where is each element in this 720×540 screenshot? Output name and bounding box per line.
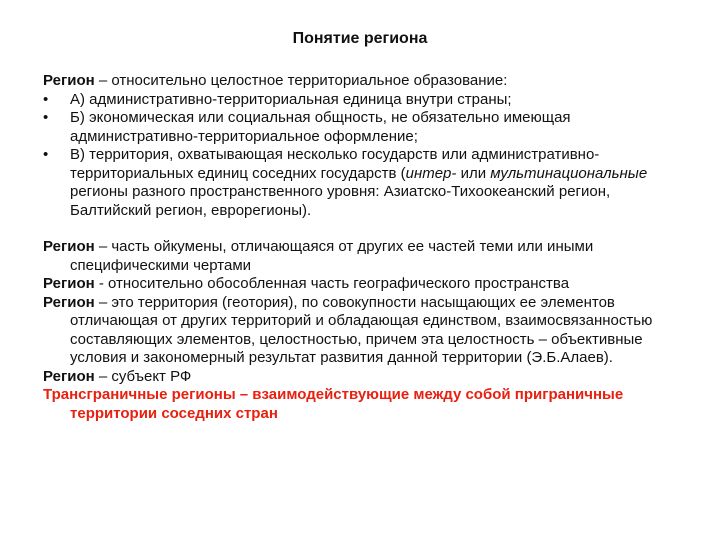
term-label: Регион [43, 238, 95, 255]
intro-definition [43, 72, 693, 91]
term-label: Регион [43, 293, 95, 311]
bullet-icon: • [43, 146, 49, 163]
list-item [43, 91, 693, 110]
bullet-list [43, 91, 693, 221]
bullet-icon: • [43, 90, 49, 108]
page-title: Понятие региона [292, 30, 428, 47]
definition-text: - относительно обособленная часть географического пространства [94, 275, 570, 292]
bullet-text-mid: или [456, 164, 491, 182]
italic-term: мультинациональные [490, 164, 648, 182]
bullet-text-after: регионы разного пространственного уровня: Азиатско-Тихоокеанский регион, Балтийский регион, еврорегионы). [70, 183, 611, 219]
bullet-text-before: В) территория, охватывающая несколько государств или административно-территориальных единиц соседних государств ( [70, 146, 600, 182]
definition-paragraph [43, 238, 693, 275]
definition-paragraph [43, 294, 693, 368]
content-body [43, 72, 693, 423]
cross-border-definition: Трансграничные регионы – взаимодействующие между собой приграничные территории соседних стран [43, 386, 624, 422]
list-item [43, 146, 693, 220]
spacer [43, 220, 693, 238]
definition-text: – субъект РФ [94, 367, 192, 385]
definition-text: – это территория (геотория), по совокупности насыщающих ее элементов отличающая от других территорий и обладающая единством, взаимосвязанностью составляющих элементов, целостностью, причем эта целостность – объективные условия и закономерный результат развития данной территории (Э.Б.Алаев). [70, 293, 653, 366]
bullet-icon: • [43, 109, 49, 126]
term-label: Регион [43, 275, 95, 292]
bullet-text: Б) экономическая или социальная общность, не обязательно имеющая административно-территориальное оформление; [70, 109, 571, 145]
bullet-text: А) административно-территориальная единица внутри страны; [70, 90, 512, 108]
definition-text: – часть ойкумены, отличающаяся от других ее частей теми или иными специфическими чертами [70, 238, 594, 274]
italic-term: интер- [405, 164, 457, 182]
term-label: Регион [43, 72, 95, 89]
definition-paragraph [43, 275, 693, 294]
definition-text: – относительно целостное территориальное образование: [94, 72, 508, 89]
definition-paragraph [43, 368, 693, 387]
term-label: Регион [43, 367, 95, 385]
list-item [43, 109, 693, 146]
